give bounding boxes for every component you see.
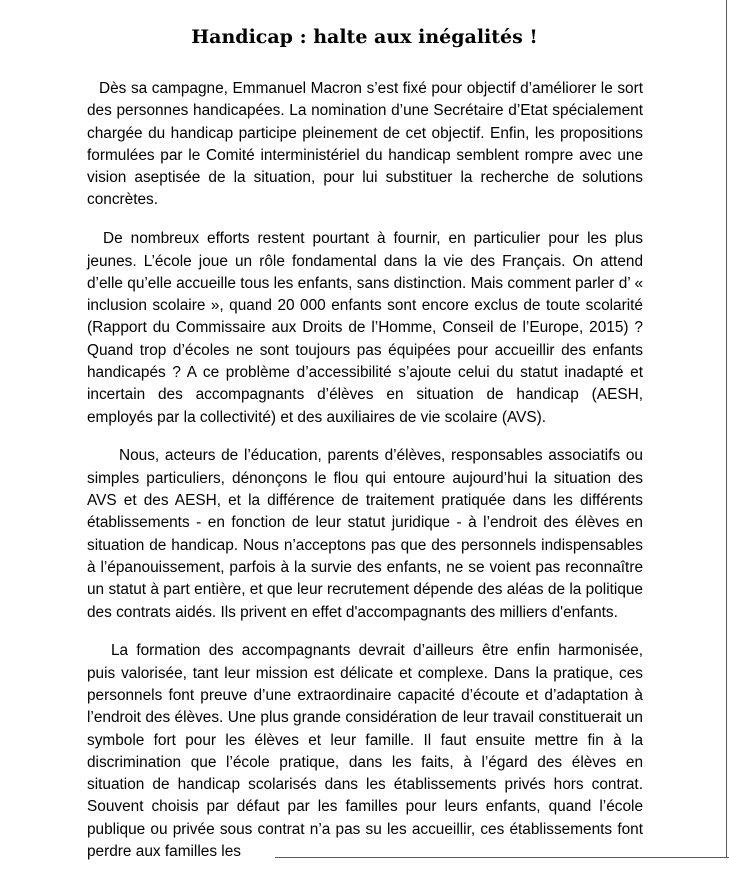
document-title: Handicap : halte aux inégalités ! [191,26,538,48]
document-body [87,78,643,880]
page-edge-right [726,0,727,858]
paragraph-3: Nous, acteurs de l’éducation, parents d’élèves, responsables associatifs ou simples particuliers, dénonçons le flou qui entoure aujourd’hui la situation des AVS et des AESH, et la différence de traitement pratiquée dans les différents établissements - en fonction de leur statut juridique - à l’endroit des élèves en situation de handicap. Nous n’acceptons pas que des personnels indispensables à l’épanouissement, parfois à la survie des enfants, ne se voient pas reconnaître un statut à part entière, et que leur recrutement dépende des aléas de la politique des contrats aidés. Ils privent en effet d'accompagnants des milliers d'enfants. [87,447,643,621]
paragraph-1: Dès sa campagne, Emmanuel Macron s’est fixé pour objectif d’améliorer le sort des personnes handicapées. La nomination d’une Secrétaire d’Etat spécialement chargée du handicap participe pleinement de cet objectif. Enfin, les propositions formulées par le Comité interministériel du handicap semblent rompre avec une vision aseptisée de la situation, pour lui substituer la recherche de solutions concrètes. [87,80,643,209]
paragraph-2: De nombreux efforts restent pourtant à fournir, en particulier pour les plus jeunes. L’école joue un rôle fondamental dans la vie des Français. On attend d’elle qu’elle accueille tous les enfants, sans distinction. Mais comment parler d’ « inclusion scolaire », quand 20 000 enfants sont encore exclus de toute scolarité (Rapport du Commissaire aux Droits de l’Homme, Conseil de l’Europe, 2015) ? Quand trop d’écoles ne sont toujours pas équipées pour accueillir des enfants handicapés ? A ce problème d’accessibilité s’ajoute celui du statut inadapté et incertain des accompagnants d’élèves en situation de handicap (AESH, employés par la collectivité) et des auxiliaires de vie scolaire (AVS). [87,230,643,426]
paragraph-4: La formation des accompagnants devrait d’ailleurs être enfin harmonisée, puis valorisée, tant leur mission est délicate et complexe. Dans la pratique, ces personnels font preuve d’une extraordinaire capacité d’écoute et d’adaptation à l’endroit des élèves. Une plus grande considération de leur travail constituerait un symbole fort pour les élèves et leur famille. Il faut ensuite mettre fin à la discrimination que l’école pratique, dans les faits, à l’égard des élèves en situation de handicap scolarisés dans les établissements privés hors contrat. Souvent choisis par défaut par les familles pour leurs enfants, quand l’école publique ou privée sous contrat n’a pas su les accueillir, ces établissements font perdre aux familles les [87,642,643,860]
